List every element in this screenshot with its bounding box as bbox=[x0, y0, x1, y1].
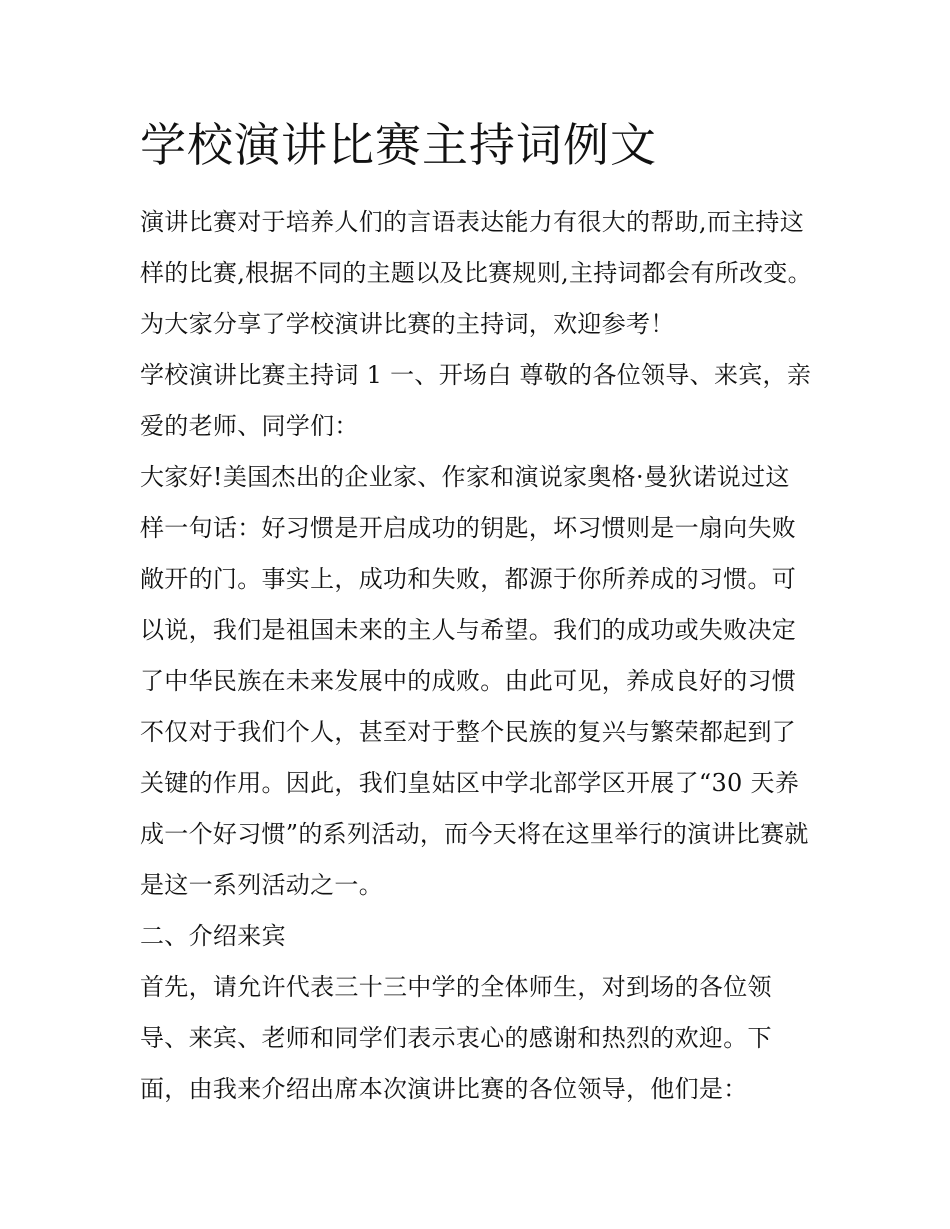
document-body bbox=[140, 197, 812, 1115]
paragraph-greeting: 大家好!美国杰出的企业家、作家和演说家奥格·曼狄诺说过这样一句话：好习惯是开启成功的钥匙，坏习惯则是一扇向失败敞开的门。事实上，成功和失败，都源于你所养成的习惯。可以说，我们是祖国未来的主人与希望。我们的成功或失败决定了中华民族在未来发展中的成败。由此可见，养成良好的习惯不仅对于我们个人，甚至对于整个民族的复兴与繁荣都起到了关键的作用。因此，我们皇姑区中学北部学区开展了“30 天养成一个好习惯”的系列活动，而今天将在这里举行的演讲比赛就是这一系列活动之一。 bbox=[140, 463, 809, 899]
paragraph-section-heading: 二、介绍来宾 bbox=[140, 922, 286, 950]
paragraph-intro: 演讲比赛对于培养人们的言语表达能力有很大的帮助,而主持这样的比赛,根据不同的主题以及比赛规则,主持词都会有所改变。为大家分享了学校演讲比赛的主持词，欢迎参考！ bbox=[140, 208, 812, 338]
paragraph-opening: 学校演讲比赛主持词 1 一、开场白 尊敬的各位领导、来宾，亲爱的老师、同学们： bbox=[140, 361, 812, 440]
document-title: 学校演讲比赛主持词例文 bbox=[140, 118, 657, 172]
paragraph-guests: 首先，请允许代表三十三中学的全体师生，对到场的各位领导、来宾、老师和同学们表示衷心的感谢和热烈的欢迎。下面，由我来介绍出席本次演讲比赛的各位领导，他们是： bbox=[140, 973, 772, 1103]
